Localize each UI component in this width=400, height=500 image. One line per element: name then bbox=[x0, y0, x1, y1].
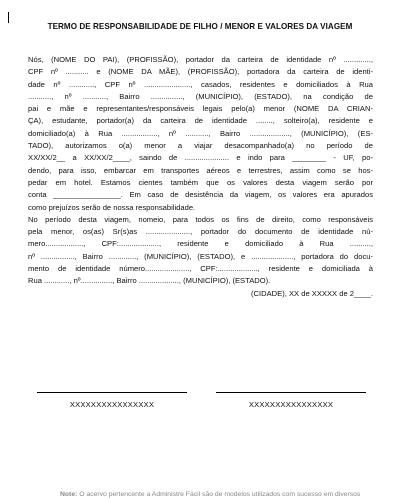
note-text: O acervo pertencente a Administre Fácil são de modelos utilizados com sucesso em diversos bbox=[79, 491, 361, 498]
body-line: Rua ............, nº..............., Bairro ..................., (MUNICÍPIO), (ESTADO). bbox=[28, 276, 271, 286]
signature-name: XXXXXXXXXXXXXXXX bbox=[69, 400, 155, 409]
body-line: pela menor, os(as) Sr(s)as ....................., portador do documento de identidade nú- bbox=[28, 227, 373, 237]
body-line: domiciliado(a) à Rua ................., nº ..........., Bairro ..................., (MUNICÍPIO), (ES- bbox=[28, 128, 373, 138]
body-line: dendo, para isso, embarcar em transportes aéreos e terrestres, assim como se hos- bbox=[28, 165, 373, 175]
body-line: ..........., nº ..........., Bairro ..............., (MUNICÍPIO), (ESTADO), na condição de bbox=[28, 91, 373, 101]
signature-line bbox=[216, 392, 366, 393]
body-line: TADO), autorizamos o(a) menor a viajar desacompanhado(a) no período de bbox=[28, 141, 373, 151]
document-title: TERMO DE RESPONSABILIDADE DE FILHO / MENOR E VALORES DA VIAGEM bbox=[47, 22, 353, 31]
footer-note bbox=[60, 491, 400, 498]
body-line: dade nº ............, CPF nº ......................, casados, residentes e domiciliados à Rua bbox=[28, 79, 373, 89]
body-line: XX/XX/2__ a XX/XX/2____, saindo de ..................... e indo para ________ - UF, po- bbox=[28, 153, 373, 163]
document-body bbox=[28, 54, 373, 300]
text-cursor bbox=[8, 12, 9, 23]
body-line: como prejuízos serão de nossa responsabilidade. bbox=[28, 202, 196, 212]
note-label: Note: bbox=[60, 491, 78, 498]
body-line: mento de identidade número....................., CPF:..................., residente e domiciliada à bbox=[28, 264, 373, 274]
body-line: Nós, (NOME DO PAI), (PROFISSÃO), portador da carteira de identidade nº ............., bbox=[28, 55, 373, 64]
signature-line bbox=[37, 392, 187, 393]
signature-name: XXXXXXXXXXXXXXXX bbox=[248, 400, 334, 409]
body-line: pai e mãe e representantes/responsáveis legais pelo(a) menor (NOME DA CRIAN- bbox=[28, 104, 373, 114]
body-line: pedar em hotel. Estamos cientes também que os valores desta viagem serão por bbox=[28, 177, 373, 187]
body-line: No período desta viagem, nomeio, para todos os fins de direito, como responsáveis bbox=[28, 214, 373, 224]
body-line: CPF nº ........... e (NOME DA MÃE), (PROFISSÃO), portadora da carteira de identi- bbox=[28, 67, 373, 77]
body-line: conta ________________. Em caso de desistência da viagem, os valores era apurados bbox=[28, 190, 373, 200]
signature-block-left bbox=[37, 392, 187, 409]
body-line: mero.................., CPF:..................., residente e domiciliado à Rua .........., bbox=[28, 239, 373, 249]
date-line: (CIDADE), XX de XXXXX de 2____. bbox=[251, 288, 373, 298]
signature-block-right bbox=[216, 392, 366, 409]
body-line: ÇA), estudante, portador(a) da carteira de identidade ........, solteiro(a), residente e bbox=[28, 116, 373, 126]
body-line: nº ................, Bairro ............., (MUNICÍPIO), (ESTADO), e ...................., portadora do docu- bbox=[28, 251, 373, 261]
